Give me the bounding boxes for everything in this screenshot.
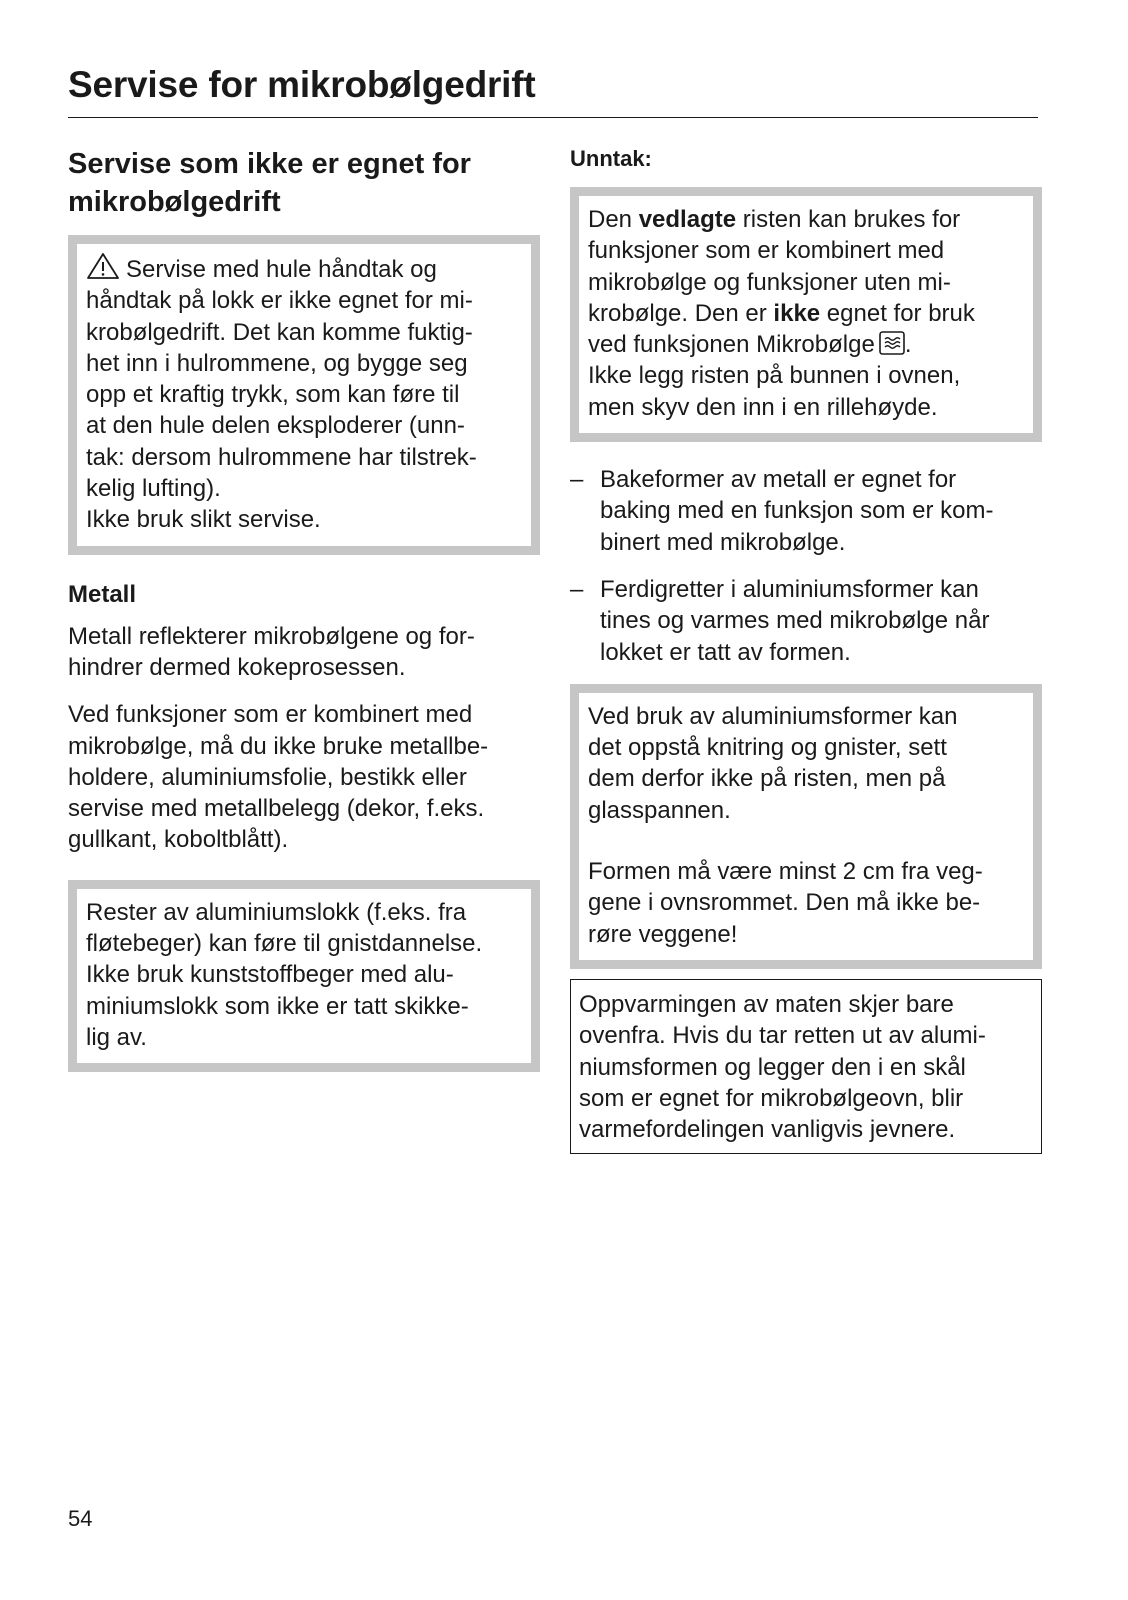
aluminium-forms-text-1: Ved bruk av aluminiumsformer kan det oppstå knitring og gnister, sett dem derfor ikke på risten, men på glasspannen.: [588, 702, 958, 824]
rack-text-part: egnet for bruk ved funksjonen Mikrobølge: [588, 299, 975, 359]
page-title: Servise for mikrobølgedrift: [68, 64, 536, 105]
rack-text-emphasis: ikke: [773, 299, 821, 327]
exception-heading: Unntak:: [570, 146, 652, 171]
rack-text-emphasis: vedlagte: [638, 206, 737, 233]
rack-text: [588, 204, 1020, 423]
list-item-text: Bakeformer av metall er egnet for baking med en funksjon som er kom- binert med mikrobølge.: [600, 466, 994, 556]
warning-box: [68, 235, 540, 555]
rack-box: [570, 187, 1042, 442]
right-column: [570, 145, 1042, 1154]
title-divider: [68, 117, 1038, 118]
warning-triangle-icon: [86, 252, 120, 280]
rack-text-part: Den: [588, 206, 639, 233]
list-dash: –: [570, 575, 584, 603]
left-column: [68, 145, 540, 1098]
heating-note-text: Oppvarmingen av maten skjer bare ovenfra. Hvis du tar retten ut av alumi- niumsformen og legger den i en skål som er egnet for mikrobølgeovn, blir varmefordelingen vanligvis jevnere.: [579, 990, 986, 1144]
list-item-text: Ferdigretter i aluminiumsformer kan tines og varmes med mikrobølge når lokket er tatt av formen.: [600, 575, 990, 666]
metall-paragraph-2: Ved funksjoner som er kombinert med mikrobølge, må du ikke bruke metallbe- holdere, aluminiumsfolie, bestikk eller servise med metallbelegg (dekor, f.eks. gullkant, koboltblått).: [68, 701, 489, 854]
aluminium-forms-box: [570, 684, 1042, 969]
list-dash: –: [570, 466, 584, 494]
warning-text: Servise med hule håndtak og håndtak på lokk er ikke egnet for mi- krobølgedrift. Det kan komme fuktig- het inn i hulrommene, og bygge seg opp et kraftig trykk, som kan føre til at den hule delen eksploderer (unn- tak: dersom hulrommene har tilstrek- kelig lufting). Ikke bruk slikt servise.: [86, 256, 477, 534]
rack-text-part: risten kan brukes for funksjoner som er kombinert med mikrobølge og funksjoner uten mi- krobølge. Den er: [588, 206, 961, 327]
aluminium-forms-text-2: Formen må være minst 2 cm fra veg- gene i ovnsrommet. Den må ikke be- røre veggene!: [588, 858, 983, 948]
metall-heading: Metall: [68, 580, 137, 608]
section-heading: Servise som ikke er egnet for mikrobølgedrift: [68, 148, 471, 218]
list-item: [570, 464, 1042, 558]
aluminium-lid-box: [68, 880, 540, 1072]
heating-note-box: [570, 979, 1042, 1154]
rack-text-part: . Ikke legg risten på bunnen i ovnen, men skyv den inn i en rillehøyde.: [588, 331, 961, 421]
aluminium-lid-text: Rester av aluminiumslokk (f.eks. fra fløtebeger) kan føre til gnistdannelse. Ikke bruk kunststoffbeger med alu- miniumslokk som ikke er tatt skikke- lig av.: [86, 898, 483, 1051]
warning-paragraph: [86, 252, 518, 536]
microwave-function-icon: [879, 331, 905, 355]
metall-paragraph-1: Metall reflekterer mikrobølgene og for- hindrer dermed kokeprosessen.: [68, 622, 475, 681]
page-number: 54: [68, 1506, 93, 1531]
list-item: [570, 574, 1042, 668]
